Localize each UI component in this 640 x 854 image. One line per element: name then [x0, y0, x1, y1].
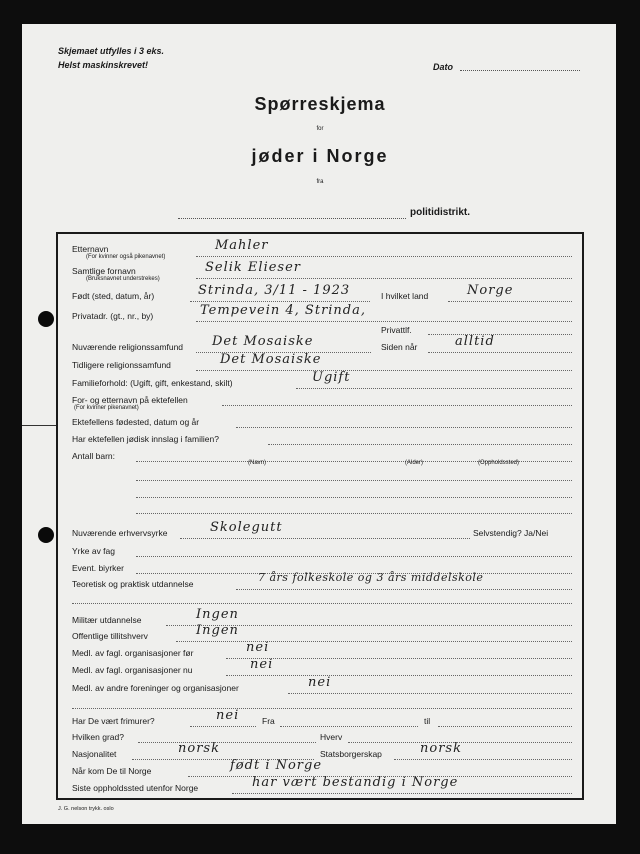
barn-col-navn: (Navn) [248, 460, 267, 466]
fold-line [22, 425, 56, 426]
fornavn-sub: (Bruksnavnet understrekes) [86, 276, 160, 282]
andre-for-line [72, 708, 572, 709]
selv-label: Selvstendig? Ja/Nei [473, 528, 549, 538]
tidl-relig-value[interactable]: Det Mosaiske [220, 352, 322, 367]
kom-label: Når kom De til Norge [72, 766, 152, 776]
land-value[interactable]: Norge [467, 283, 514, 298]
form-title: Spørreskjema [254, 94, 386, 114]
org-for-label: Medl. av fagl. organisasjoner før [72, 648, 194, 658]
etternavn-value[interactable]: Mahler [215, 238, 269, 253]
fag-label: Yrke av fag [72, 546, 115, 556]
biyrker-label: Event. biyrker [72, 563, 124, 573]
hverv-label: Hverv [320, 732, 343, 742]
frimurer-value[interactable]: nei [216, 708, 240, 723]
frimurer-line [190, 726, 256, 727]
relig-label: Nuværende religionssamfund [72, 342, 184, 352]
utdannelse-line [236, 589, 572, 590]
title-fra: fra [316, 179, 324, 185]
siden-value[interactable]: alltid [455, 334, 495, 349]
andre-for-line [288, 693, 572, 694]
printer-imprint: J. G. nelson trykk. oslo [58, 806, 114, 812]
ekt-fodt-line [236, 427, 572, 428]
barn-label: Antall barn: [72, 451, 115, 461]
fra-label: Fra [262, 716, 275, 726]
siste-value[interactable]: har vært bestandig i Norge [252, 775, 459, 790]
privatadr-label: Privatadr. (gt., nr., by) [72, 311, 154, 321]
utdannelse-line [72, 603, 572, 604]
siste-line [232, 793, 572, 794]
til-line [438, 726, 572, 727]
header-note: Skjemaet utfylles i 3 eks. [58, 46, 165, 56]
title-for: for [316, 126, 324, 132]
org-nu-line [226, 675, 572, 676]
til-label: til [424, 716, 431, 726]
ekt-fodt-label: Ektefellens fødested, datum og år [72, 417, 200, 427]
familie-line [296, 388, 572, 389]
erverv-label: Nuværende erhvervsyrke [72, 528, 168, 538]
ekt-jodisk-label: Har ektefellen jødisk innslag i familien? [72, 434, 219, 444]
fodt-value[interactable]: Strinda, 3/11 - 1923 [198, 283, 351, 298]
tillit-label: Offentlige tillitshverv [72, 631, 148, 641]
militaer-label: Militær utdannelse [72, 615, 142, 625]
fodt-label: Født (sted, datum, år) [72, 291, 155, 301]
privatadr-line [196, 321, 572, 322]
barn-line [136, 480, 572, 481]
etternavn-line [196, 256, 572, 257]
fornavn-value[interactable]: Selik Elieser [205, 260, 302, 275]
familie-label: Familieforhold: (Ugift, gift, enkestand, skilt) [72, 378, 233, 388]
familie-value[interactable]: Ugift [312, 370, 351, 385]
militaer-value[interactable]: Ingen [196, 607, 239, 622]
andre-for-label: Medl. av andre foreninger og organisasjoner [72, 683, 239, 693]
stat-label: Statsborgerskap [320, 749, 382, 759]
form-subtitle: jøder i Norge [251, 146, 389, 166]
privattlf-line [428, 334, 572, 335]
barn-col-alder: (Alder) [405, 460, 424, 466]
barn-line [136, 497, 572, 498]
fornavn-label: Samtlige fornavn [72, 266, 136, 276]
org-for-line [226, 658, 572, 659]
etternavn-sub: (For kvinner også pikenavnet) [86, 254, 166, 260]
siste-label: Siste oppholdssted utenfor Norge [72, 783, 199, 793]
siden-line [428, 352, 572, 353]
barn-col-opphold: (Oppholdssted) [478, 460, 520, 466]
erverv-value[interactable]: Skolegutt [210, 520, 283, 535]
tillit-line [176, 641, 572, 642]
district-line [178, 218, 406, 219]
org-nu-label: Medl. av fagl. organisasjoner nu [72, 665, 193, 675]
land-label: I hvilket land [381, 291, 429, 301]
header-note: Helst maskinskrevet! [58, 60, 149, 70]
privatadr-value[interactable]: Tempevein 4, Strinda, [200, 303, 367, 318]
stat-line [394, 759, 572, 760]
ektefelle-sub: (For kvinner pikenavnet) [74, 405, 139, 411]
frimurer-label: Har De vært frimurer? [72, 716, 155, 726]
org-for-value[interactable]: nei [246, 640, 270, 655]
fodt-line [190, 301, 370, 302]
fornavn-line [196, 278, 572, 279]
punch-hole [38, 311, 54, 327]
fag-line [136, 556, 572, 557]
etternavn-label: Etternavn [72, 244, 109, 254]
ektefelle-line [222, 405, 572, 406]
siden-label: Siden når [381, 342, 418, 352]
relig-value[interactable]: Det Mosaiske [212, 334, 314, 349]
grad-label: Hvilken grad? [72, 732, 124, 742]
utdannelse-value[interactable]: 7 års folkeskole og 3 års middelskole [258, 571, 484, 584]
privattlf-label: Privattlf. [381, 325, 412, 335]
grad-line [138, 742, 316, 743]
tillit-value[interactable]: Ingen [196, 623, 239, 638]
andre-for-value[interactable]: nei [308, 675, 332, 690]
tidl-relig-line [196, 370, 572, 371]
barn-line [136, 513, 572, 514]
tidl-relig-label: Tidligere religionssamfund [72, 360, 171, 370]
punch-hole [38, 527, 54, 543]
ekt-jodisk-line [268, 444, 572, 445]
ektefelle-label: For- og etternavn på ektefellen [72, 395, 188, 405]
date-label: Dato [433, 62, 453, 72]
stat-value[interactable]: norsk [420, 741, 462, 756]
land-line [448, 301, 572, 302]
erverv-line [180, 538, 470, 539]
org-nu-value[interactable]: nei [250, 657, 274, 672]
nasjonalitet-value[interactable]: norsk [178, 741, 220, 756]
kom-value[interactable]: født i Norge [230, 758, 323, 773]
district-label: politidistrikt. [410, 207, 470, 218]
date-line [460, 70, 580, 71]
nasjonalitet-label: Nasjonalitet [72, 749, 117, 759]
utdannelse-label: Teoretisk og praktisk utdannelse [72, 579, 194, 589]
fra-line [280, 726, 418, 727]
